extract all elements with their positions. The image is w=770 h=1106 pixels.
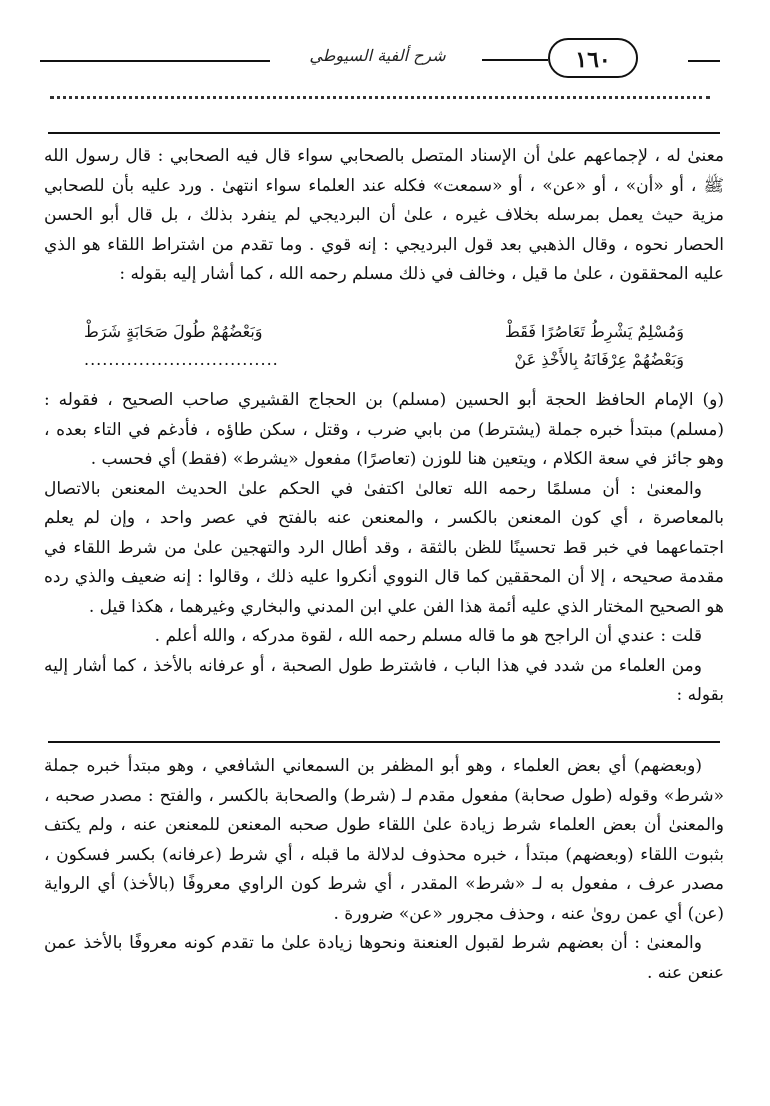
second-commentary-block <box>44 752 724 988</box>
section-rule-top <box>48 132 720 134</box>
verse-hemistich-right: وَمُسْلِمٌ يَشْرِطُ تَعَاصُرًا فَقَطْ <box>505 322 684 341</box>
commentary-paragraph: (وبعضهم) أي بعض العلماء ، وهو أبو المظفر بن السمعاني الشافعي ، وهو مبتدأ خبره جملة «شرط» وقوله (طول صحابة) مفعول مقدم لـ (شرط) والصحابة بالكسر ، والفتح : مصدر صحبه ، والمعنىٰ أن بعض العلماء شرط زيادة علىٰ اللقاء طول صحبه المعنعن للمعنعن عنه ، ولم يكتف بثبوت اللقاء (وبعضهم) مبتدأ ، خبره محذوف لدلالة ما قبله ، أي شرط (عرفانه) بكسر فسكون ، مصدر عرف ، مفعول به لـ «شرط» المقدر ، أي شرط كون الراوي معروفًا (بالأخذ) أي الرواية (عن) أي عمن روىٰ عنه ، وحذف مجرور «عن» ضرورة . <box>44 756 724 924</box>
header-rule-mid <box>482 59 548 61</box>
opening-paragraph <box>44 142 724 290</box>
dotted-divider <box>50 96 710 99</box>
verse-line <box>84 318 684 346</box>
verse-line <box>84 346 684 374</box>
header-rule-left <box>40 60 270 62</box>
paragraph-text: معنىٰ له ، لإجماعهم علىٰ أن الإسناد المتصل بالصحابي سواء قال فيه الصحابي : قال رسول الله ﷺ ، أو «أن» ، أو «عن» ، أو «سمعت» فكله عند العلماء سواء انتهىٰ . ورد عليه بأن للصحابي مزية حيث يعمل بمرسله بخلاف غيره ، علىٰ أن البرديجي لم ينفرد بذلك ، بل قال أبو الحسن الحصار نحوه ، وقال الذهبي بعد قول البرديجي : إنه قوي . وما تقدم من اشتراط اللقاء هو الذي عليه المحققون ، علىٰ ما قيل ، وخالف في ذلك مسلم رحمه الله ، كما أشار إليه بقوله : <box>44 146 724 284</box>
page-number: ١٦٠ <box>548 38 638 78</box>
commentary-paragraph: قلت : عندي أن الراجح هو ما قاله مسلم رحمه الله ، لقوة مدركه ، والله أعلم . <box>154 626 702 646</box>
verse-hemistich-left: وَبَعْضُهُمْ طُولَ صَحَابَةٍ شَرَطْ <box>84 322 263 341</box>
commentary-paragraph: (و) الإمام الحافظ الحجة أبو الحسين (مسلم) بن الحجاج القشيري صاحب الصحيح ، فقوله : (مسلم) مبتدأ خبره جملة (يشترط) من بابي ضرب ، وقتل ، سكن طاؤه ، فأدغم في التاء بعده ، وهو جائز في سعة الكلام ، ويتعين هنا للوزن (تعاصرًا) مفعول «يشرط» (فقط) أي فحسب . <box>44 390 724 469</box>
running-title: شرح ألفية السيوطي <box>309 46 446 65</box>
verse-hemistich-left: ................................ <box>84 350 279 369</box>
verse-block <box>84 318 684 374</box>
header-rule-right <box>688 60 720 62</box>
commentary-paragraph: ومن العلماء من شدد في هذا الباب ، فاشترط طول الصحبة ، أو عرفانه بالأخذ ، كما أشار إليه بقوله : <box>44 655 724 705</box>
page-header <box>40 28 720 98</box>
section-rule-bottom <box>48 741 720 743</box>
commentary-block <box>44 386 724 711</box>
verse-hemistich-right: وَبَعْضُهُمْ عِرْفَانَهُ بِالأَخْذِ عَنْ <box>514 350 684 369</box>
commentary-paragraph: والمعنىٰ : أن بعضهم شرط لقبول العنعنة ونحوها زيادة علىٰ ما تقدم كونه معروفًا بالأخذ عمن عنعن عنه . <box>44 933 724 983</box>
commentary-paragraph: والمعنىٰ : أن مسلمًا رحمه الله تعالىٰ اكتفىٰ في الحكم علىٰ الحديث المعنعن بالاتصال بالمعاصرة ، أي كون المعنعن بالكسر ، والمعنعن عنه بالفتح في عصر واحد ، وإن لم يعلم اجتماعهما في خبر قط تحسينًا للظن بالثقة ، وقد أطال الرد والتهجين علىٰ من شرط اللقاء في مقدمة صحيحه ، إلا أن المحققين كما قال النووي أنكروا عليه ذلك ، وقالوا : إنه ضعيف والذي رده هو الصحيح المختار الذي عليه أئمة هذا الفن علي ابن المدني والبخاري وغيرهما ، هكذا قيل . <box>44 478 724 617</box>
